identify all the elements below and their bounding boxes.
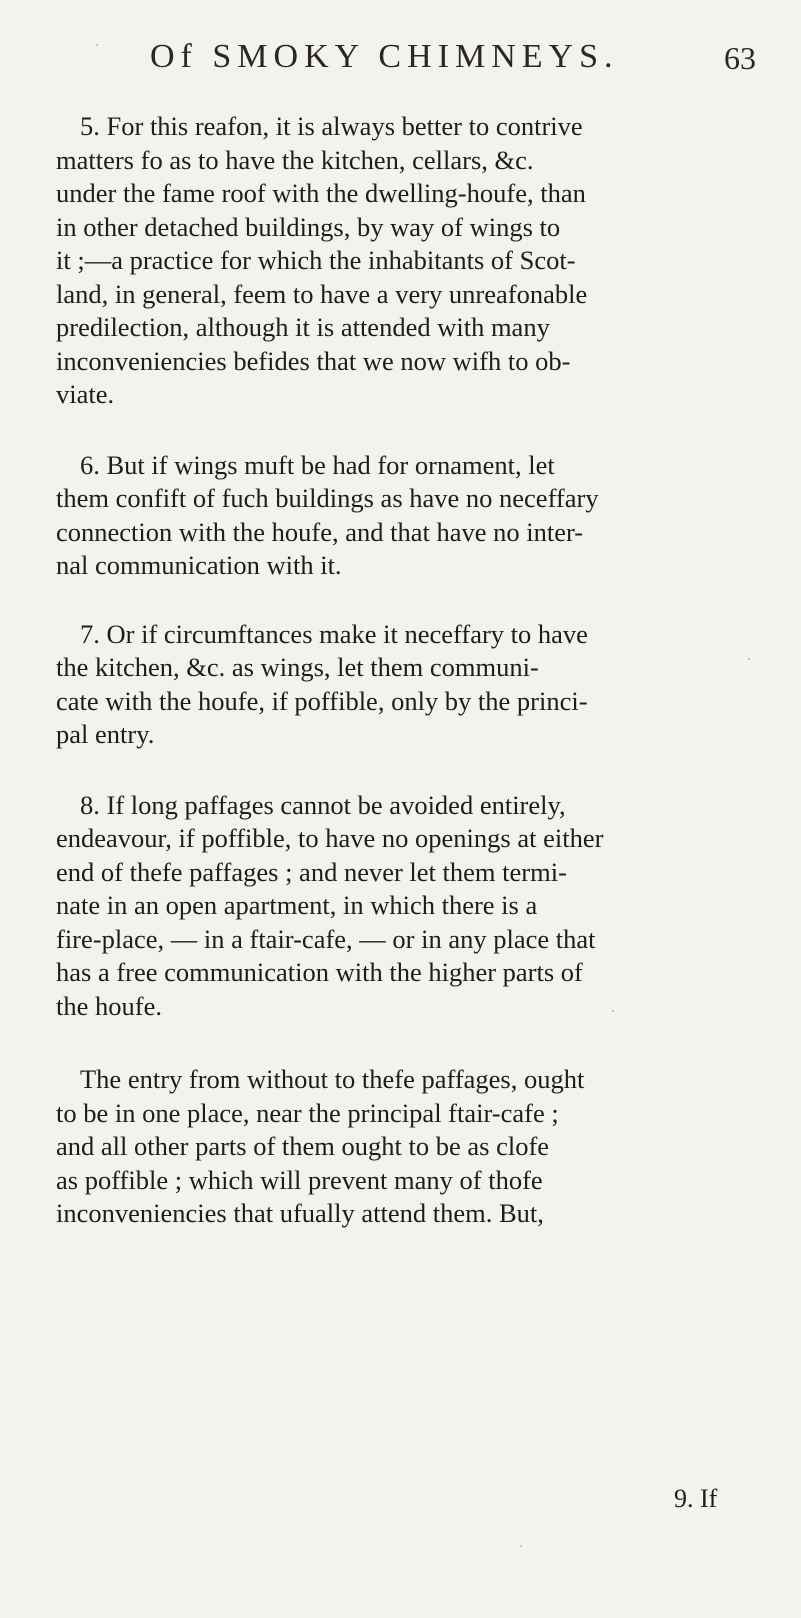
running-title: Of SMOKY CHIMNEYS. (150, 38, 619, 75)
text-line: nate in an open apartment, in which there is a (56, 890, 538, 920)
paper-speck (612, 1010, 614, 1012)
text-line: 6. But if wings muft be had for ornament, let (80, 449, 555, 480)
paragraph-entry (56, 1063, 776, 1231)
text-line: as poffible ; which will prevent many of thofe (56, 1164, 543, 1195)
running-header (138, 34, 758, 94)
paragraph-gap (56, 752, 776, 789)
text-line: 7. Or if circumftances make it neceffary to have (80, 618, 588, 649)
paragraph-7 (56, 618, 776, 752)
body-text (56, 110, 776, 1231)
paragraph-8 (56, 789, 776, 1024)
text-line: inconveniencies befides that we now wifh to ob- (56, 345, 571, 376)
paragraph-gap (56, 412, 776, 449)
text-line: 5. For this reafon, it is always better to contrive (80, 111, 583, 141)
text-line: predilection, although it is attended with many (56, 312, 550, 342)
paragraph-gap (56, 1023, 776, 1063)
text-line: end of thefe paffages ; and never let them termi- (56, 856, 567, 887)
text-line: fire-place, — in a ftair-cafe, — or in any place that (56, 923, 596, 954)
text-line: matters fo as to have the kitchen, cellars, &c. (56, 144, 534, 175)
text-line: cate with the houfe, if poffible, only by the princi- (56, 685, 588, 716)
text-line: and all other parts of them ought to be as clofe (56, 1131, 550, 1161)
text-line: under the fame roof with the dwelling-houfe, than (56, 178, 586, 208)
text-line: inconveniencies that ufually attend them. But, (56, 1198, 544, 1228)
text-line: the kitchen, &c. as wings, let them communi- (56, 652, 539, 682)
paragraph-gap (56, 583, 776, 618)
paragraph-6 (56, 449, 776, 583)
text-line: them confift of fuch buildings as have no neceffary (56, 483, 599, 513)
catchword: 9. If (674, 1484, 718, 1513)
text-line: in other detached buildings, by way of wings to (56, 211, 561, 242)
text-line: it ;—a practice for which the inhabitants of Scot- (56, 245, 576, 275)
text-line: land, in general, feem to have a very unreafonable (56, 278, 588, 309)
paper-speck (748, 658, 750, 660)
text-line: viate. (56, 379, 115, 409)
paragraph-5 (56, 110, 776, 412)
page-number: 63 (724, 40, 756, 76)
paper-speck (96, 44, 98, 46)
text-line: connection with the houfe, and that have no inter- (56, 516, 584, 547)
text-line: 8. If long paffages cannot be avoided entirely, (80, 789, 566, 820)
text-line: nal communication with it. (56, 550, 342, 580)
paper-speck (520, 1545, 522, 1547)
text-line: The entry from without to thefe paffages, ought (80, 1064, 585, 1094)
text-line: endeavour, if poffible, to have no openings at either (56, 823, 604, 853)
text-line: the houfe. (56, 990, 162, 1021)
text-line: to be in one place, near the principal ftair-cafe ; (56, 1097, 559, 1128)
text-line: pal entry. (56, 719, 155, 749)
text-line: has a free communication with the higher parts of (56, 957, 583, 987)
